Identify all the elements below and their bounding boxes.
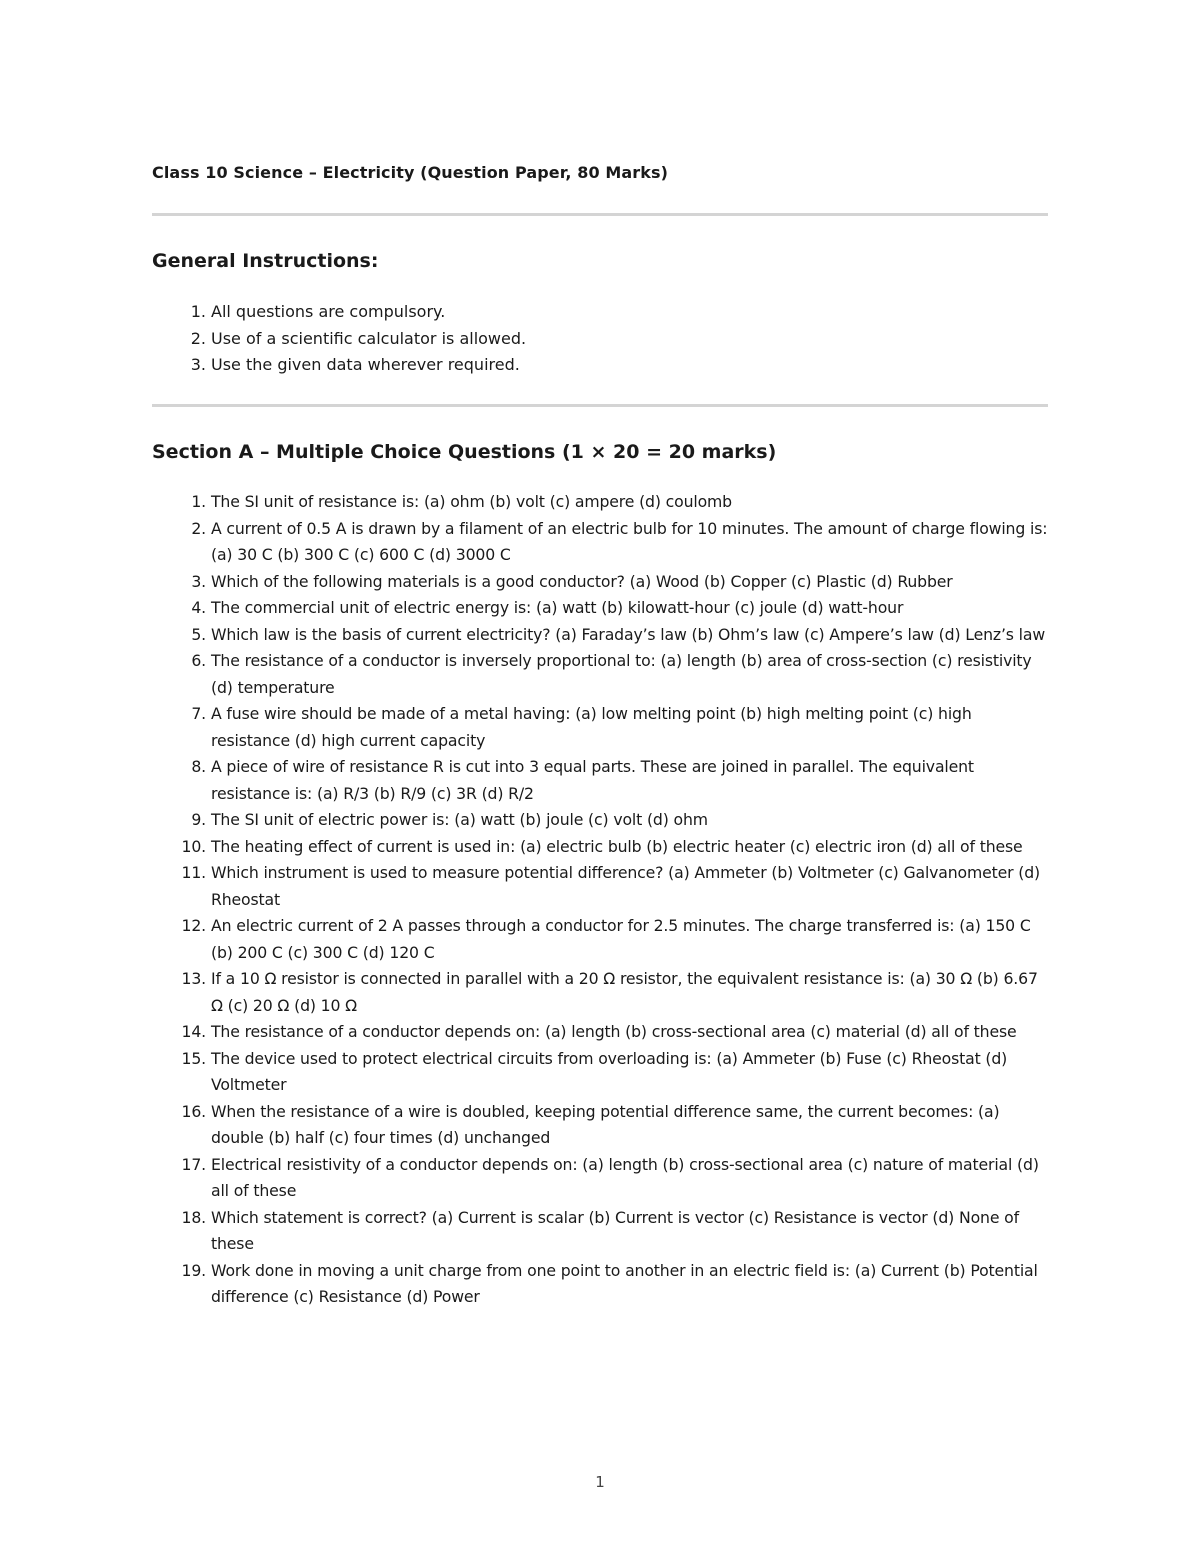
document-title: Class 10 Science – Electricity (Question Paper, 80 Marks)	[152, 163, 669, 182]
list-number: 3.	[190, 355, 206, 374]
question-item	[152, 807, 1048, 834]
question-number: 2.	[191, 518, 206, 538]
question-item	[152, 1099, 1048, 1152]
list-number: 1.	[190, 302, 206, 321]
instruction-item	[152, 326, 1048, 353]
question-number: 8.	[191, 757, 206, 776]
instructions-list	[152, 299, 1048, 379]
question-text: The SI unit of resistance is: (a) ohm (b) volt (c) ampere (d) coulomb	[211, 492, 732, 511]
question-item	[152, 1019, 1048, 1046]
question-number: 5.	[191, 624, 206, 644]
question-text: When the resistance of a wire is doubled, keeping potential difference same, the current becomes: (a) double (b) half (c) four times (d) unchanged	[211, 1101, 1000, 1147]
question-item	[152, 834, 1048, 861]
question-text: Which statement is correct? (a) Current is scalar (b) Current is vector (c) Resistance is vector (d) None of these	[211, 1207, 1019, 1253]
question-number: 1.	[191, 492, 206, 511]
instruction-text: Use of a scientific calculator is allowed.	[211, 328, 527, 348]
question-item	[152, 516, 1048, 569]
question-item	[152, 569, 1048, 596]
instructions-heading: General Instructions:	[152, 250, 379, 272]
question-item	[152, 1258, 1048, 1311]
horizontal-divider	[152, 213, 1048, 216]
question-text: The resistance of a conductor depends on: (a) length (b) cross-sectional area (c) material (d) all of these	[211, 1022, 1017, 1041]
question-number: 7.	[191, 704, 206, 723]
section-a-heading: Section A – Multiple Choice Questions (1 × 20 = 20 marks)	[152, 441, 777, 463]
question-number: 19.	[181, 1260, 206, 1280]
question-number: 17.	[181, 1154, 206, 1174]
question-text: A fuse wire should be made of a metal having: (a) low melting point (b) high melting point (c) high resistance (d) high current capacity	[211, 704, 972, 750]
question-text: The commercial unit of electric energy is: (a) watt (b) kilowatt-hour (c) joule (d) watt-hour	[211, 598, 904, 617]
question-text: The SI unit of electric power is: (a) watt (b) joule (c) volt (d) ohm	[211, 810, 708, 829]
question-number: 15.	[181, 1048, 206, 1068]
question-text: Work done in moving a unit charge from one point to another in an electric field is: (a) Current (b) Potential difference (c) Resistance (d) Power	[211, 1260, 1038, 1306]
instruction-text: All questions are compulsory.	[211, 302, 446, 321]
instruction-text: Use the given data wherever required.	[211, 355, 520, 374]
question-item	[152, 622, 1048, 649]
question-number: 3.	[191, 571, 206, 591]
list-number: 2.	[190, 328, 206, 348]
question-text: A piece of wire of resistance R is cut into 3 equal parts. These are joined in parallel. The equivalent resistance is: (a) R/3 (b) R/9 (c) 3R (d) R/2	[211, 757, 974, 803]
question-item	[152, 1152, 1048, 1205]
horizontal-divider	[152, 404, 1048, 407]
instruction-item	[152, 352, 1048, 379]
question-text: If a 10 Ω resistor is connected in parallel with a 20 Ω resistor, the equivalent resistance is: (a) 30 Ω (b) 6.67 Ω (c) 20 Ω (d) 10 Ω	[211, 969, 1038, 1015]
question-number: 13.	[181, 969, 206, 988]
question-number: 10.	[181, 836, 206, 856]
section-a-question-list	[152, 489, 1048, 1311]
question-text: Which instrument is used to measure potential difference? (a) Ammeter (b) Voltmeter (c) Galvanometer (d) Rheostat	[211, 863, 1041, 909]
question-text: An electric current of 2 A passes through a conductor for 2.5 minutes. The charge transferred is: (a) 150 C (b) 200 C (c) 300 C (d) 120 C	[211, 916, 1031, 962]
question-number: 12.	[181, 916, 206, 935]
question-number: 14.	[181, 1022, 206, 1041]
instruction-item	[152, 299, 1048, 326]
question-item	[152, 701, 1048, 754]
question-item	[152, 754, 1048, 807]
question-text: A current of 0.5 A is drawn by a filament of an electric bulb for 10 minutes. The amount of charge flowing is: (a) 30 C (b) 300 C (c) 600 C (d) 3000 C	[211, 518, 1048, 564]
question-item	[152, 1046, 1048, 1099]
question-item	[152, 489, 1048, 516]
question-item	[152, 648, 1048, 701]
question-text: The device used to protect electrical circuits from overloading is: (a) Ammeter (b) Fuse (c) Rheostat (d) Voltmeter	[211, 1048, 1008, 1094]
page-number: 1	[595, 1473, 605, 1491]
question-number: 16.	[181, 1101, 206, 1121]
question-item	[152, 1205, 1048, 1258]
question-text: The resistance of a conductor is inversely proportional to: (a) length (b) area of cross-section (c) resistivity (d) temperature	[211, 651, 1032, 697]
question-item	[152, 966, 1048, 1019]
question-number: 18.	[181, 1207, 206, 1227]
question-number: 6.	[191, 651, 206, 670]
question-item	[152, 860, 1048, 913]
question-item	[152, 595, 1048, 622]
question-item	[152, 913, 1048, 966]
question-number: 11.	[181, 863, 206, 882]
question-number: 9.	[191, 810, 206, 829]
question-text: The heating effect of current is used in: (a) electric bulb (b) electric heater (c) electric iron (d) all of these	[211, 836, 1023, 856]
question-number: 4.	[191, 598, 206, 617]
question-text: Electrical resistivity of a conductor depends on: (a) length (b) cross-sectional area (c) nature of material (d) all of these	[211, 1154, 1039, 1200]
question-text: Which law is the basis of current electricity? (a) Faraday’s law (b) Ohm’s law (c) Ampere’s law (d) Lenz’s law	[211, 624, 1046, 644]
question-text: Which of the following materials is a good conductor? (a) Wood (b) Copper (c) Plastic (d) Rubber	[211, 571, 953, 591]
